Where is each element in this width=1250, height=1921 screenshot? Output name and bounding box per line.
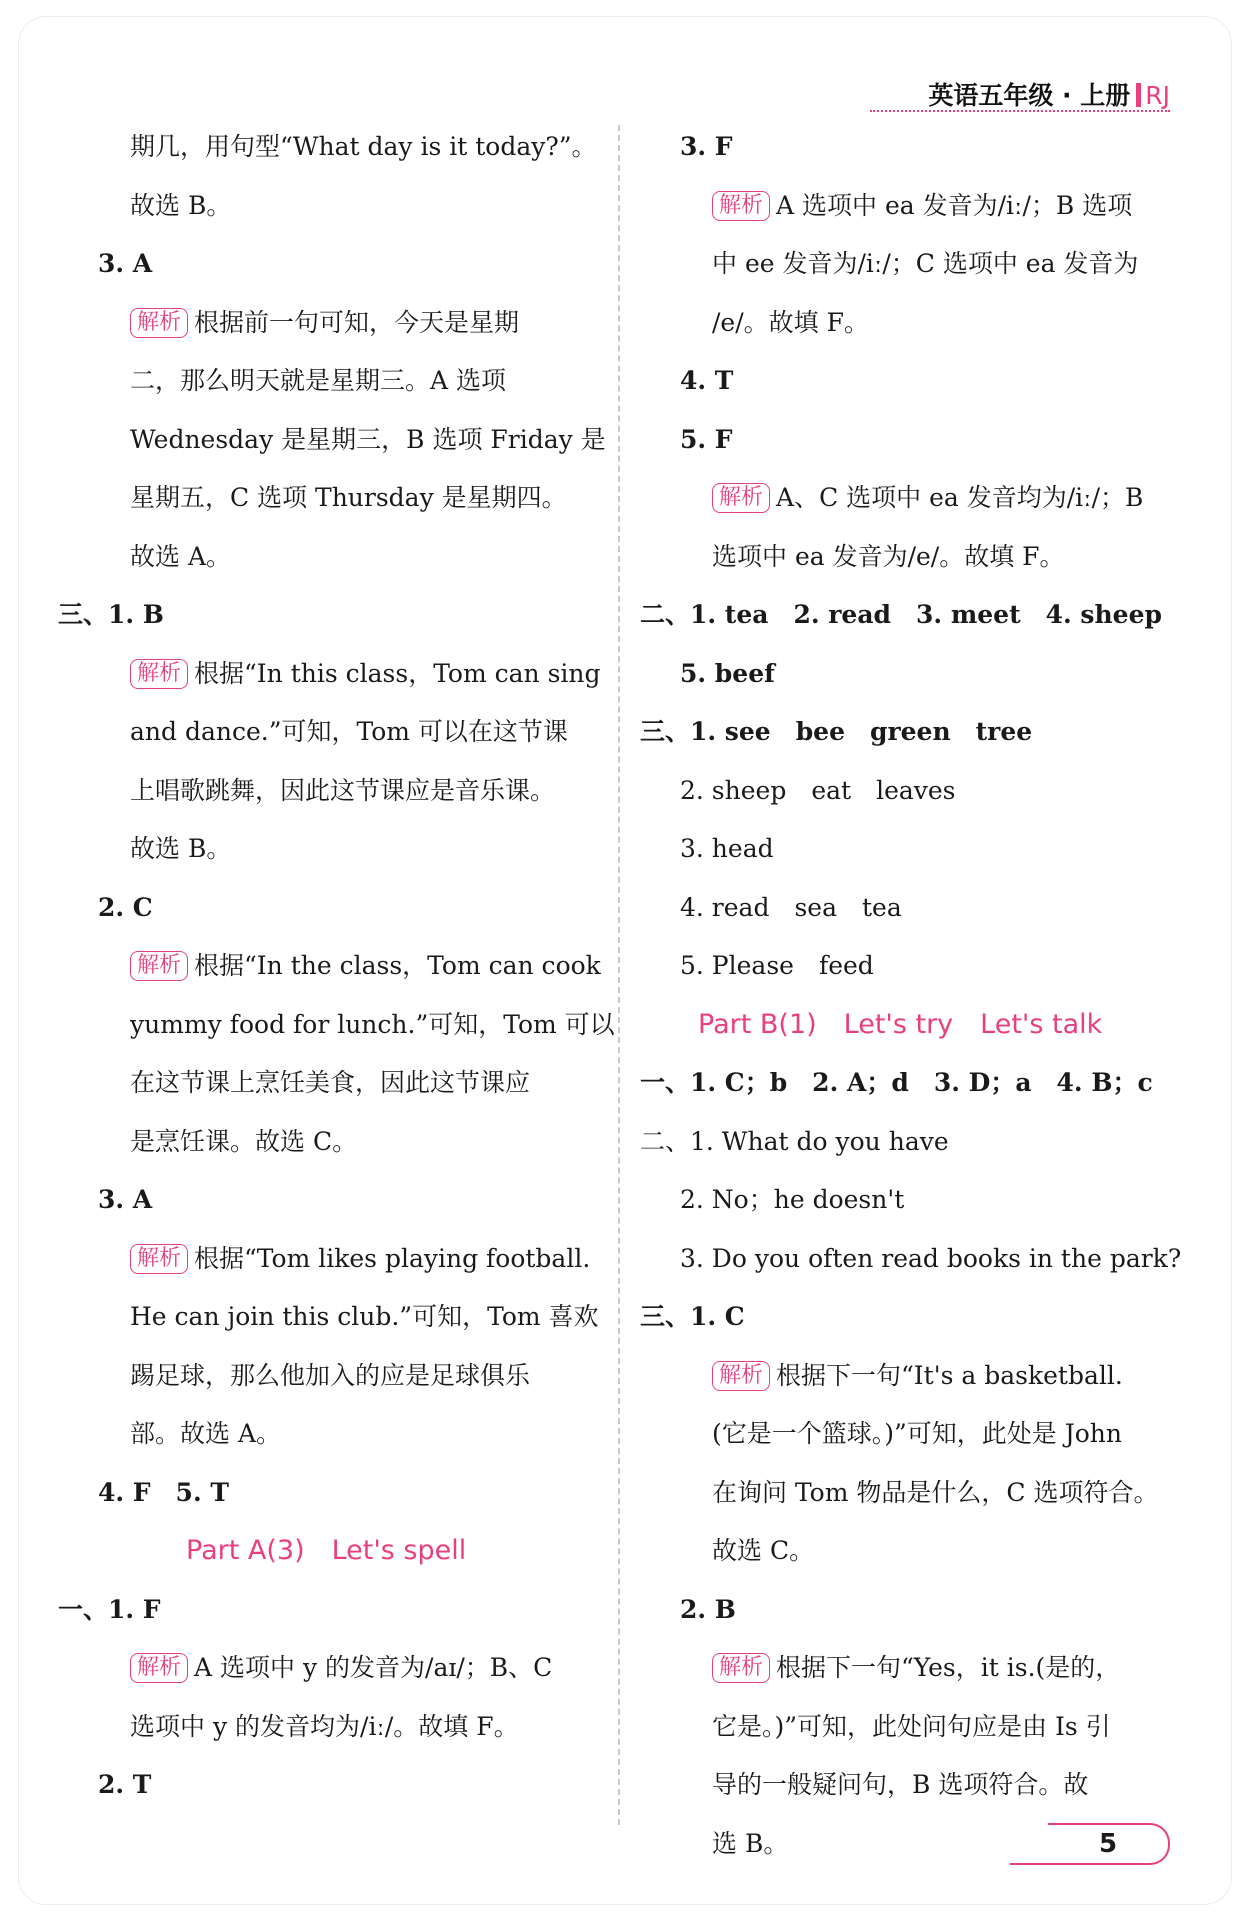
text-line: 部。故选 A。: [130, 1419, 282, 1448]
question-number: 3. F: [680, 132, 733, 161]
section-answers: 二、1. What do you have: [640, 1126, 949, 1156]
header-title: 英语五年级 · 上册: [928, 81, 1131, 110]
text-line: 期几，用句型“What day is it today?”。: [130, 132, 597, 161]
explanation-line: 解析 根据“In this class，Tom can sing: [58, 645, 538, 704]
column-divider: [618, 125, 620, 1825]
explanation-line: 解析 根据前一句可知，今天是星期: [58, 294, 538, 353]
question-number: 5. F: [680, 424, 733, 454]
text-line: yummy food for lunch.”可知，Tom 可以: [130, 1009, 615, 1039]
part-heading: Part A(3) Let's spell: [186, 1535, 467, 1566]
answer-line: 4. read sea tea: [680, 892, 902, 922]
section-answers: 三、1. see bee green tree: [640, 717, 1033, 746]
part-heading: Part B(1) Let's try Let's talk: [698, 1008, 1103, 1040]
question-number: 4. T: [680, 366, 734, 395]
header-edition: RJ: [1145, 81, 1170, 110]
text-line: 选 B。: [712, 1828, 789, 1858]
explanation-line: 解析 A 选项中 y 的发音为/aɪ/；B、C: [58, 1639, 538, 1698]
text-line: 二，那么明天就是星期三。A 选项: [130, 366, 507, 395]
question-number: 2. B: [680, 1594, 736, 1624]
answer-line: 3. head: [680, 834, 774, 863]
text-line: He can join this club.”可知，Tom 喜欢: [130, 1302, 599, 1331]
analysis-tag: 解析: [130, 1653, 188, 1683]
analysis-tag: 解析: [130, 1244, 188, 1274]
text-line: 故选 B。: [130, 190, 232, 220]
explanation-line: 解析 A 选项中 ea 发音为/iː/；B 选项: [640, 177, 1180, 236]
text-line: 中 ee 发音为/iː/；C 选项中 ea 发音为: [712, 249, 1139, 278]
question-number: 2. C: [98, 892, 153, 922]
section-answers: 二、1. tea 2. read 3. meet 4. sheep: [640, 600, 1162, 629]
header-underline: [870, 110, 1170, 112]
answer-line: 3. Do you often read books in the park?: [680, 1243, 1182, 1273]
analysis-tag: 解析: [712, 191, 770, 221]
page-header: [870, 76, 1170, 112]
analysis-tag: 解析: [130, 308, 188, 338]
text-line: 故选 C。: [712, 1536, 815, 1565]
text-line: 故选 A。: [130, 541, 232, 571]
answer-line: 5. Please feed: [680, 951, 874, 980]
analysis-tag: 解析: [712, 1653, 770, 1683]
answer-line: 2. No；he doesn't: [680, 1185, 905, 1214]
text-line: 在询问 Tom 物品是什么，C 选项符合。: [712, 1477, 1159, 1507]
page-number: 5: [1048, 1823, 1170, 1865]
section-question: 一、1. F: [58, 1594, 161, 1624]
text-line: 星期五，C 选项 Thursday 是星期四。: [130, 483, 567, 512]
text-line: 是烹饪课。故选 C。: [130, 1126, 358, 1156]
text-line: 故选 B。: [130, 834, 232, 863]
analysis-tag: 解析: [130, 659, 188, 689]
text-line: /e/。故填 F。: [712, 307, 869, 337]
text-line: 它是。)”可知，此处问句应是由 Is 引: [712, 1711, 1111, 1741]
explanation-line: 解析 根据下一句“Yes，it is.(是的，: [640, 1639, 1180, 1698]
left-column: [58, 118, 615, 1815]
text-line: and dance.”可知，Tom 可以在这节课: [130, 717, 568, 746]
explanation-line: 解析 根据“In the class，Tom can cook: [58, 937, 538, 996]
explanation-line: 解析 根据下一句“It's a basketball.: [640, 1347, 1180, 1406]
analysis-tag: 解析: [712, 483, 770, 513]
text-line: Wednesday 是星期三，B 选项 Friday 是: [130, 424, 606, 454]
text-line: 上唱歌跳舞，因此这节课应是音乐课。: [130, 775, 556, 805]
answer-line: 2. sheep eat leaves: [680, 775, 956, 805]
question-number: 4. F 5. T: [98, 1477, 229, 1507]
text-line: 选项中 y 的发音均为/iː/。故填 F。: [130, 1711, 519, 1741]
section-answers: 一、1. C；b 2. A；d 3. D；a 4. B；c: [640, 1068, 1153, 1097]
text-line: 导的一般疑问句，B 选项符合。故: [712, 1770, 1089, 1799]
text-line: (它是一个篮球。)”可知，此处是 John: [712, 1419, 1123, 1448]
analysis-tag: 解析: [712, 1361, 770, 1391]
text-line: 选项中 ea 发音为/e/。故填 F。: [712, 541, 1065, 571]
text-line: 踢足球，那么他加入的应是足球俱乐: [130, 1360, 531, 1390]
question-number: 2. T: [98, 1770, 152, 1799]
answer-line: 5. beef: [680, 658, 775, 688]
explanation-line: 解析 根据“Tom likes playing football.: [58, 1230, 538, 1289]
explanation-line: 解析 A、C 选项中 ea 发音均为/iː/；B: [640, 469, 1180, 528]
section-question: 三、1. C: [640, 1302, 745, 1331]
right-column: [640, 118, 1180, 1873]
header-bar: [1136, 83, 1141, 107]
question-number: 3. A: [98, 1185, 153, 1214]
analysis-tag: 解析: [130, 951, 188, 981]
question-number: 3. A: [98, 249, 153, 278]
text-line: 在这节课上烹饪美食，因此这节课应: [130, 1068, 531, 1097]
page-number-rule: [1010, 1863, 1050, 1865]
section-question: 三、1. B: [58, 600, 164, 629]
